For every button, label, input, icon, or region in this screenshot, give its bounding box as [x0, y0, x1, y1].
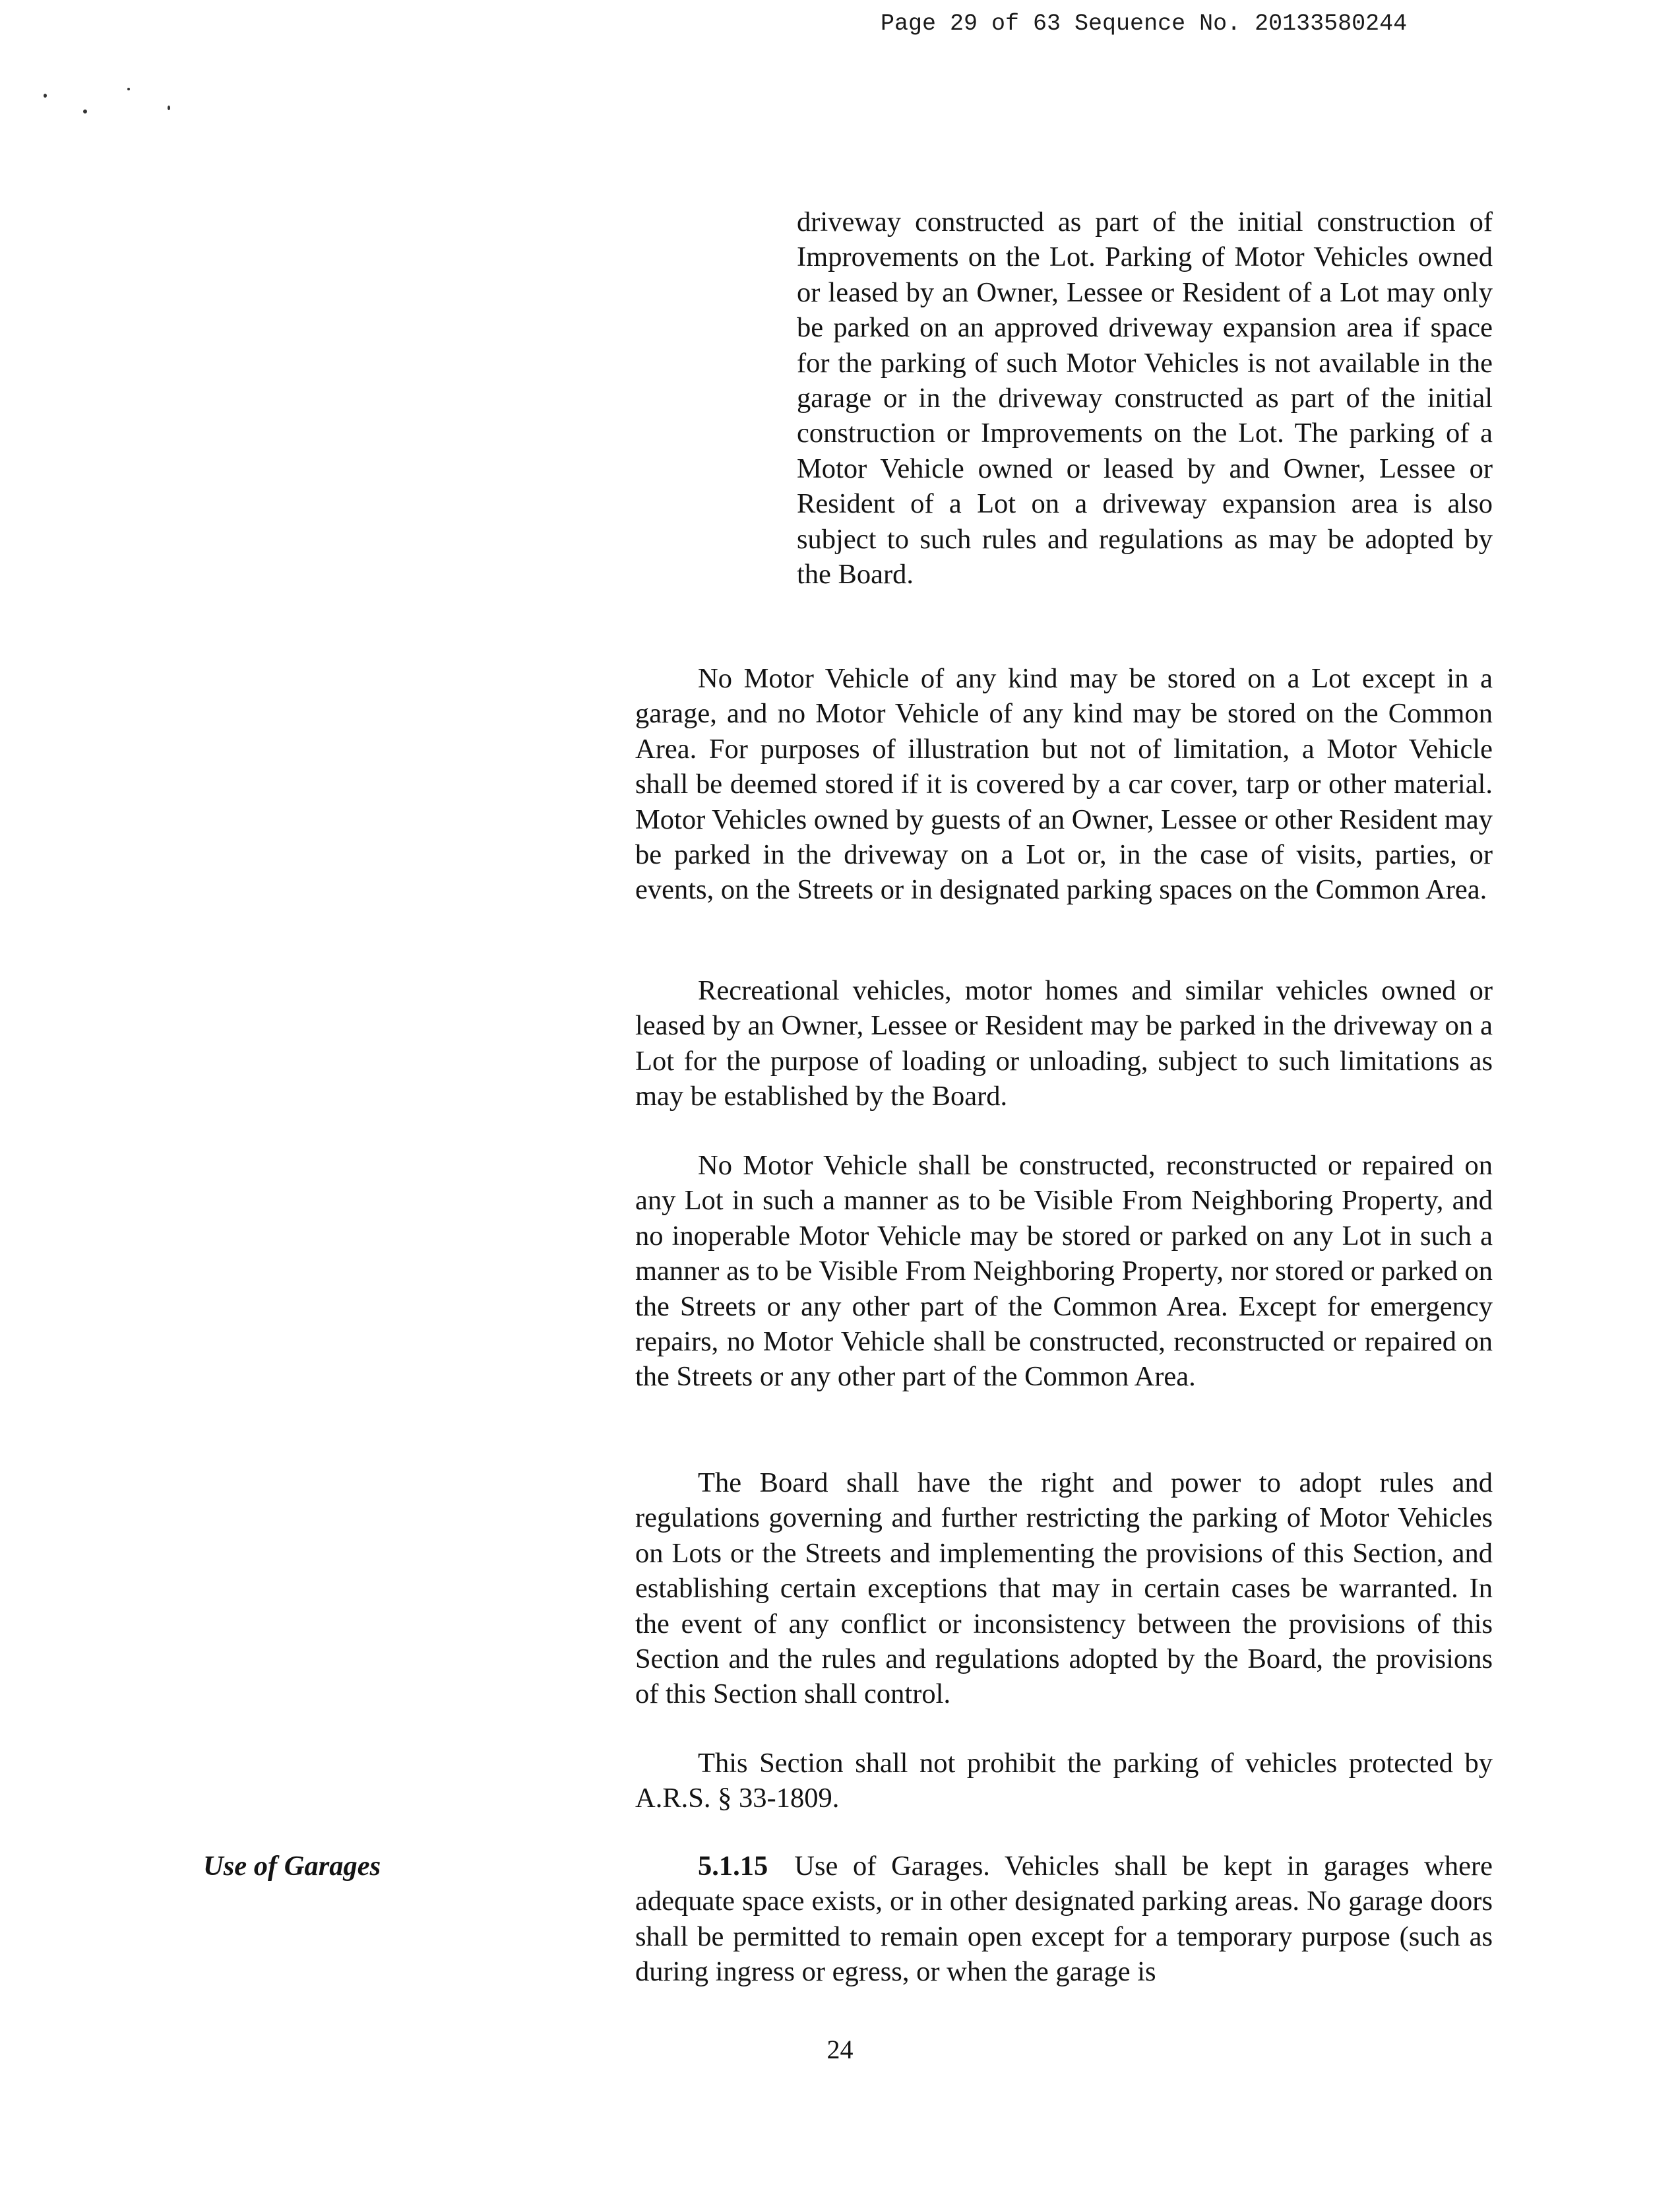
side-heading: Use of Garages	[203, 1851, 381, 1882]
section-paragraph	[635, 1849, 1493, 1990]
paragraph: No Motor Vehicle of any kind may be stored on a Lot except in a garage, and no Motor Vehicle of any kind may be stored on the Common Area. For purposes of illustration but not of limitation, a Motor Vehicle shall be deemed stored if it is covered by a car cover, tarp or other material. Motor Vehicles owned by guests of an Owner, Lessee or other Resident may be parked in the driveway on a Lot or, in the case of visits, parties, or events, on the Streets or in designated parking spaces on the Common Area.	[635, 663, 1493, 906]
page-number: 24	[826, 2035, 854, 2064]
continued-paragraph: driveway constructed as part of the initial construction of Improvements on the Lot. Parking of Motor Vehicles owned or leased by an Owner, Lessee or Resident of a Lot may only be parked on an approved driveway expansion area if space for the parking of such Motor Vehicles is not available in the garage or in the driveway constructed as part of the initial construction or Improvements on the Lot. The parking of a Motor Vehicle owned or leased by and Owner, Lessee or Resident of a Lot on a driveway expansion area is also subject to such rules and regulations as may be adopted by the Board.	[797, 206, 1493, 590]
paragraph: Recreational vehicles, motor homes and similar vehicles owned or leased by an Owner, Lessee or Resident may be parked in the driveway on a Lot for the purpose of loading or unloading, subject to such limitations as may be established by the Board.	[635, 975, 1493, 1112]
section-text: Use of Garages. Vehicles shall be kept in garages where adequate space exists, or in other designated parking areas. No garage doors shall be permitted to remain open except for a temporary purpose (such as during ingress or egress, or when the garage is	[635, 1851, 1493, 1988]
scan-speck	[127, 88, 130, 90]
paragraph: No Motor Vehicle shall be constructed, reconstructed or repaired on any Lot in such a manner as to be Visible From Neighboring Property, and no inoperable Motor Vehicle may be stored or parked on any Lot in such a manner as to be Visible From Neighboring Property, nor stored or parked on the Streets or any other part of the Common Area. Except for emergency repairs, no Motor Vehicle shall be constructed, reconstructed or repaired on the Streets or any other part of the Common Area.	[635, 1150, 1493, 1393]
paragraph: This Section shall not prohibit the parking of vehicles protected by A.R.S. § 33-1809.	[635, 1748, 1493, 1814]
scan-speck	[83, 110, 87, 113]
section-number: 5.1.15	[698, 1851, 768, 1882]
paragraph: The Board shall have the right and power to adopt rules and regulations governing and further restricting the parking of Motor Vehicles on Lots or the Streets and implementing the provisions of this Section, and establishing certain exceptions that may in certain cases be warranted. In the event of any conflict or inconsistency between the provisions of this Section and the rules and regulations adopted by the Board, the provisions of this Section shall control.	[635, 1467, 1493, 1710]
scan-speck	[168, 106, 170, 110]
scan-speck	[44, 94, 47, 98]
document-stamp: Page 29 of 63 Sequence No. 20133580244	[881, 11, 1408, 37]
